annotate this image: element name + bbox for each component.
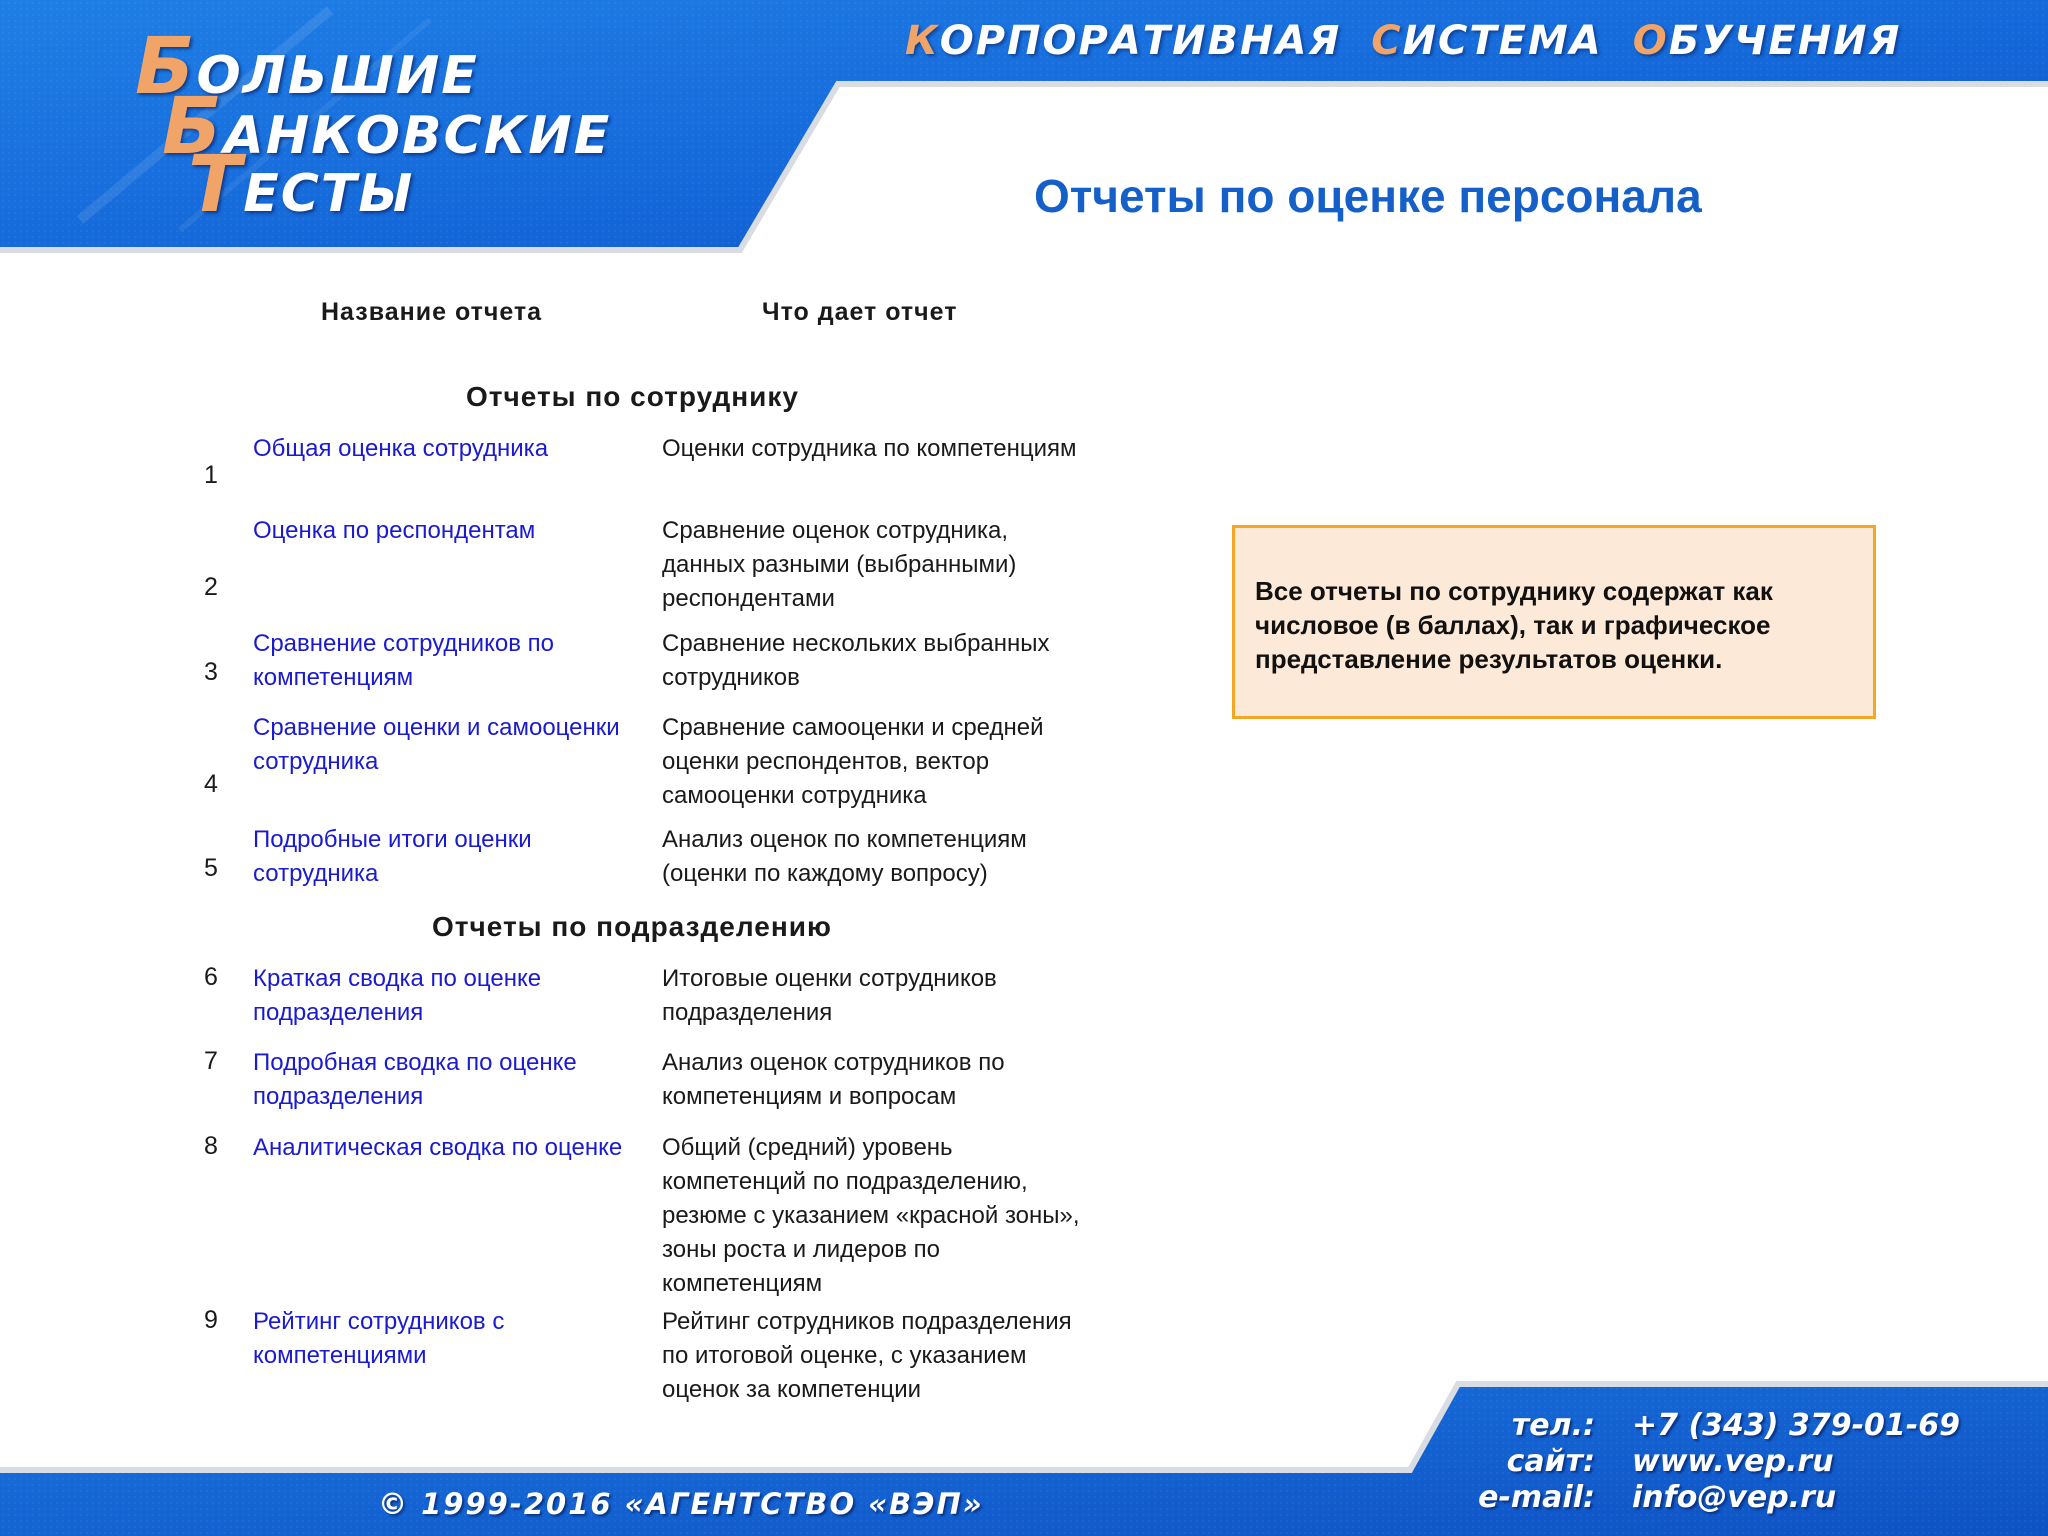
report-link[interactable]: Подробная сводка по оценке подразделения [253,1049,577,1110]
report-description: Общий (средний) уровень компетенций по подразделению, резюме с указанием «красной зоны», зоны роста и лидеров по компетенциям [662,1134,1080,1297]
row-number: 4 [204,770,218,798]
column-header-name: Название отчета [321,298,543,326]
section-title-employee: Отчеты по сотруднику [466,381,799,412]
row-number: 9 [204,1306,218,1334]
row-number: 8 [204,1132,218,1160]
report-link[interactable]: Аналитическая сводка по оценке [253,1134,623,1161]
note-callout: Все отчеты по сотруднику содержат как числовое (в баллах), так и графическое представление результатов оценки. [1232,525,1876,719]
column-header-description: Что дает отчет [762,298,958,326]
report-description: Анализ оценок сотрудников по компетенциям и вопросам [662,1049,1005,1110]
footer-copyright: © 1999-2016 «АГЕНТСТВО «ВЭП» [378,1487,984,1521]
report-link[interactable]: Оценка по респондентам [253,517,536,544]
logo-line-1: БОЛЬШИЕ [135,22,479,112]
row-number: 7 [204,1047,218,1075]
row-number: 2 [204,573,218,601]
report-description: Сравнение нескольких выбранных сотрудников [662,630,1050,691]
report-link[interactable]: Сравнение оценки и самооценки сотрудника [253,714,620,775]
contact-label-phone: тел.: [1511,1408,1595,1443]
report-description: Оценки сотрудника по компетенциям [662,435,1077,462]
row-number: 1 [204,461,218,489]
row-number: 5 [204,854,218,882]
row-number: 3 [204,658,218,686]
page-title: Отчеты по оценке персонала [1034,169,1702,222]
contact-website-link[interactable]: www.vep.ru [1632,1444,1834,1479]
contact-email-link[interactable]: info@vep.ru [1632,1480,1837,1515]
contact-label-site: сайт: [1506,1444,1595,1479]
report-link[interactable]: Подробные итоги оценки сотрудника [253,826,532,887]
section-title-department: Отчеты по подразделению [432,911,832,942]
report-link[interactable]: Сравнение сотрудников по компетенциям [253,630,554,691]
report-link[interactable]: Общая оценка сотрудника [253,435,549,462]
report-link[interactable]: Краткая сводка по оценке подразделения [253,965,542,1026]
system-tagline: КОРПОРАТИВНАЯ СИСТЕМА ОБУЧЕНИЯ [905,18,1902,64]
contact-label-email: e-mail: [1478,1480,1595,1515]
report-description: Рейтинг сотрудников подразделения по итоговой оценке, с указанием оценок за компетенции [662,1308,1072,1403]
report-description: Итоговые оценки сотрудников подразделения [662,965,997,1026]
logo-line-2: БАНКОВСКИЕ [162,82,612,172]
report-link[interactable]: Рейтинг сотрудников с компетенциями [253,1308,505,1369]
report-description: Сравнение оценок сотрудника, данных разными (выбранными) респондентами [662,517,1017,612]
logo-line-3: ТЕСТЫ [188,140,415,230]
report-description: Сравнение самооценки и средней оценки респондентов, вектор самооценки сотрудника [662,714,1044,809]
contact-phone[interactable]: +7 (343) 379-01-69 [1632,1408,1960,1443]
report-description: Анализ оценок по компетенциям (оценки по каждому вопросу) [662,826,1027,887]
row-number: 6 [204,963,218,991]
